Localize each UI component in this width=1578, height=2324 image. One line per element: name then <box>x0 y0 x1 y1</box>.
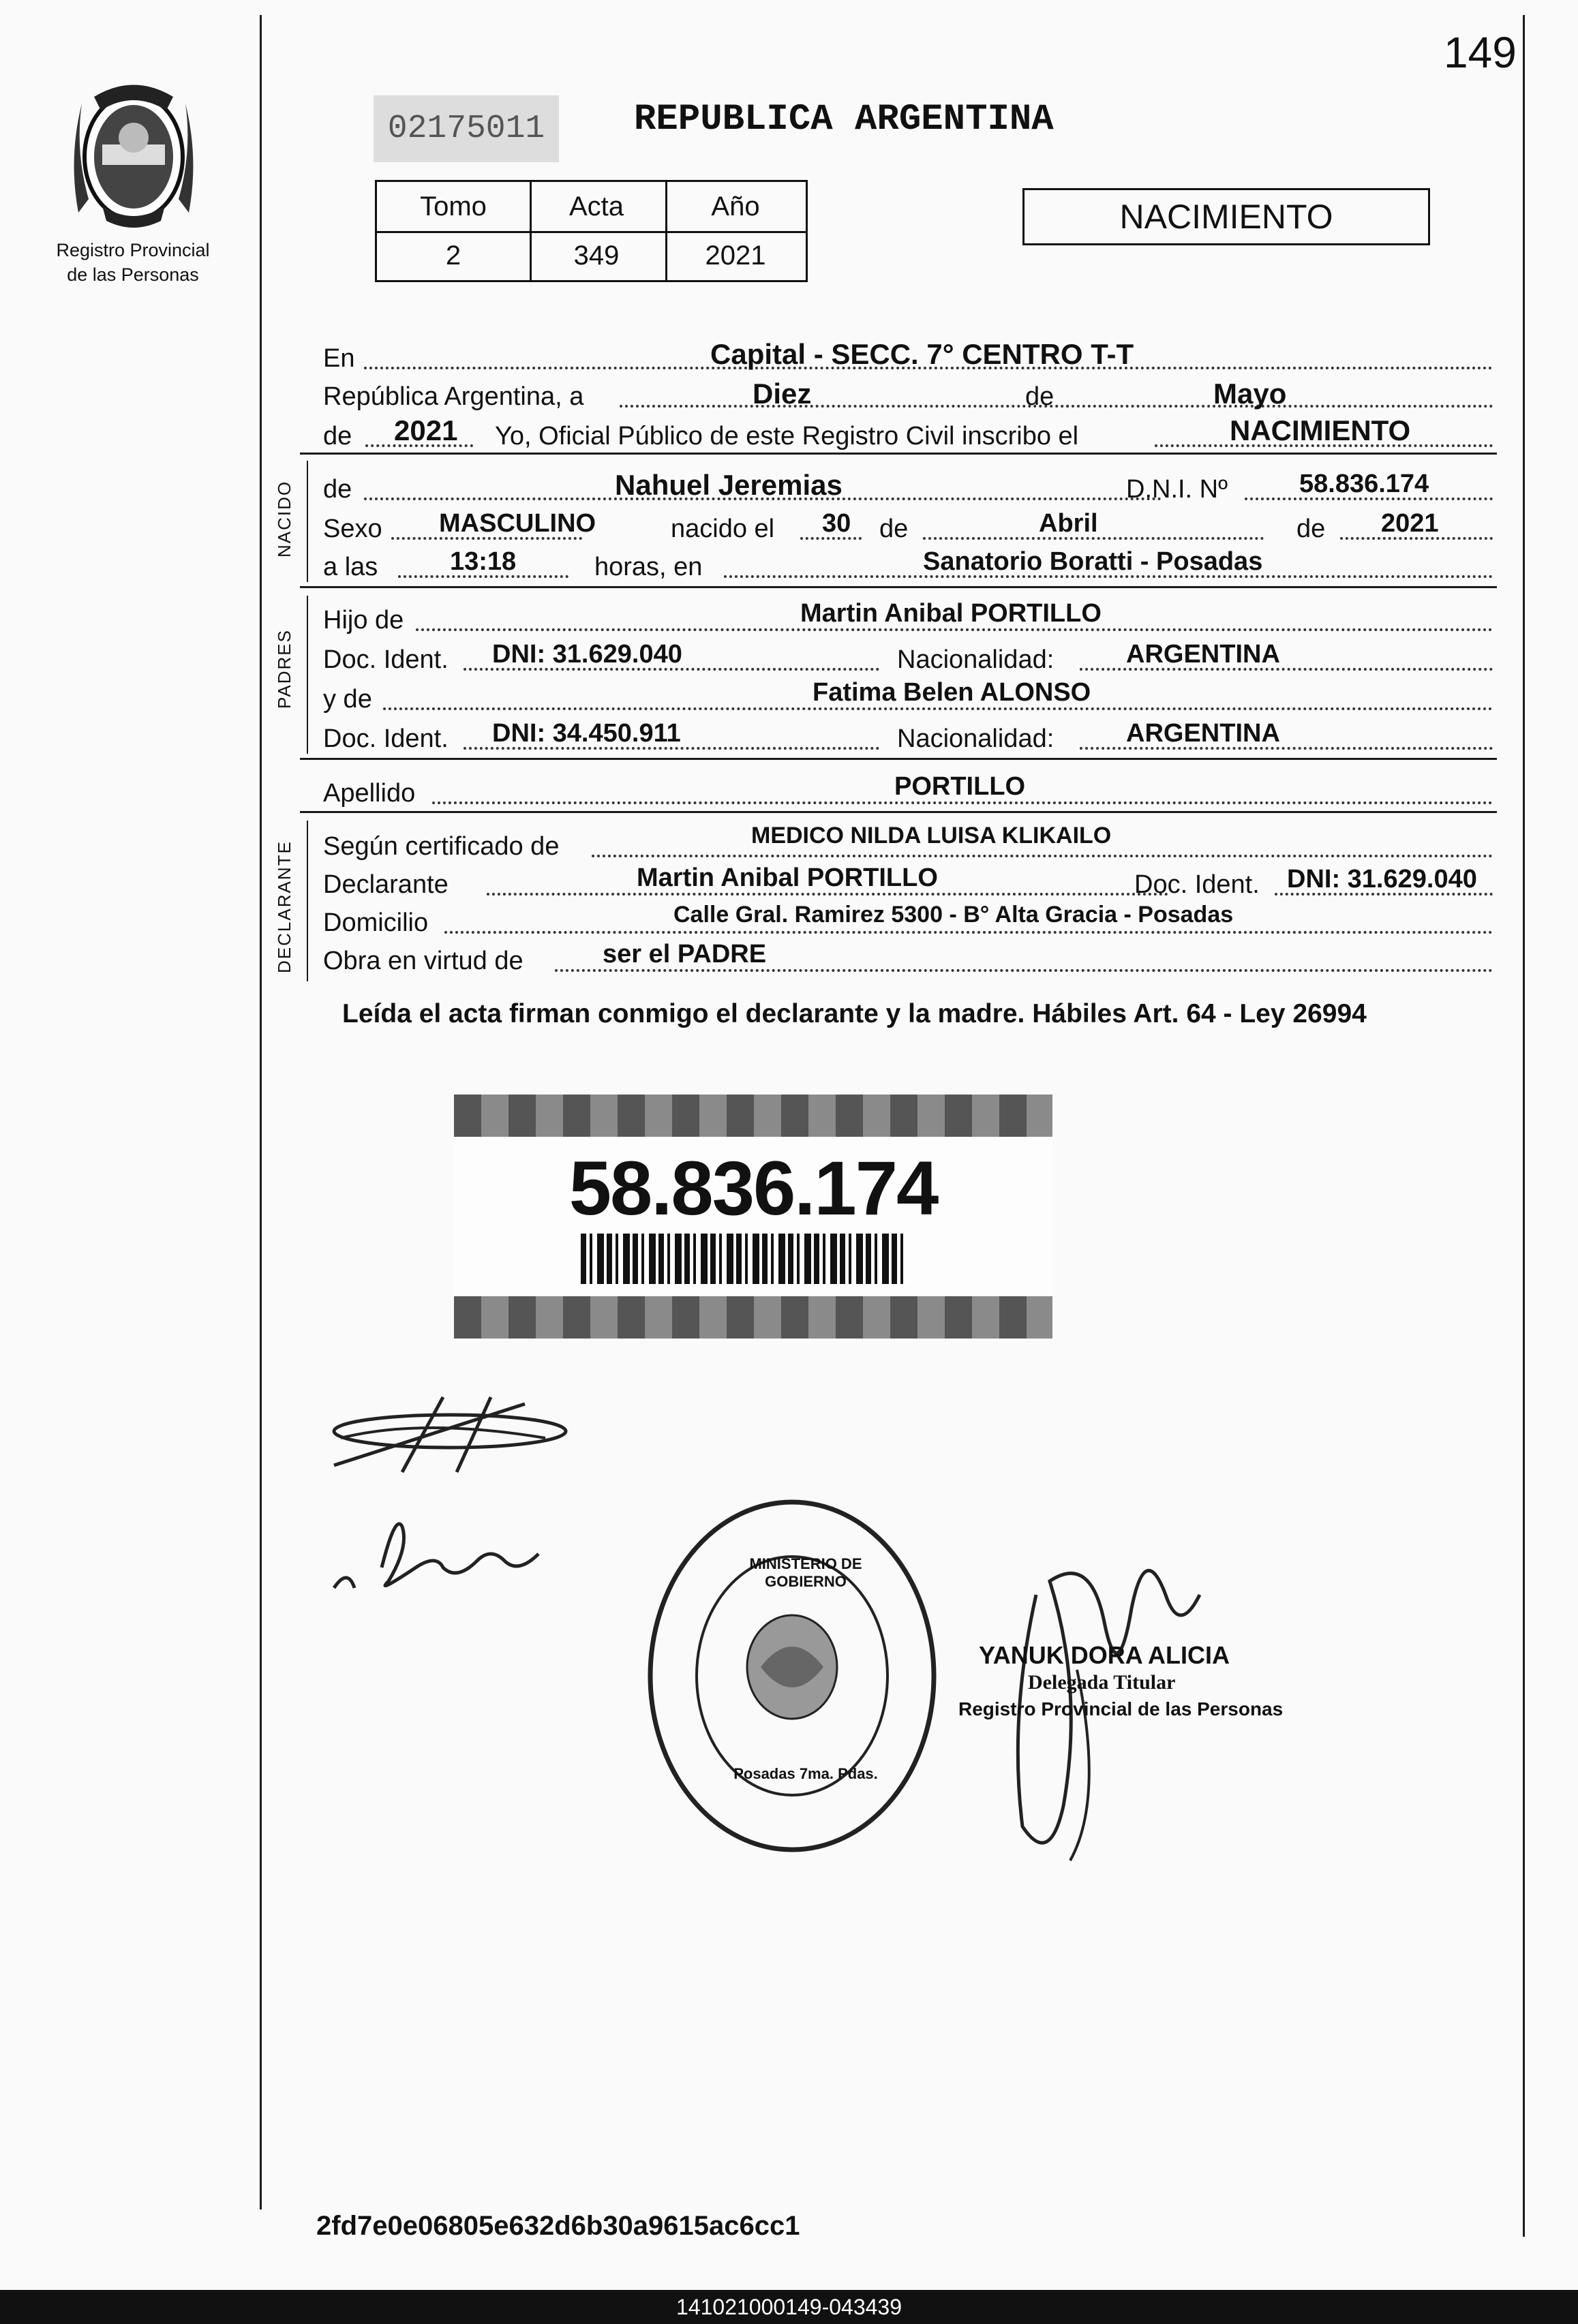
official-office: Registro Provincial de las Personas <box>958 1698 1284 1719</box>
row-obra <box>323 942 1493 980</box>
hijo-label: Hijo de <box>323 606 404 634</box>
declarant-signature <box>320 1390 579 1499</box>
date-de-label: de <box>1025 382 1054 411</box>
mother-doc-label: Doc. Ident. <box>323 724 449 753</box>
barcode-bars <box>581 1234 908 1284</box>
segun-value: MEDICO NILDA LUISA KLIKAILO <box>751 823 1112 848</box>
declarante-doc-label: Doc. Ident. <box>1134 870 1260 899</box>
barcode-top-band <box>454 1095 1052 1137</box>
left-margin-line <box>260 15 262 2210</box>
birth-day-value: 30 <box>822 509 851 538</box>
nacido-bracket <box>307 461 308 582</box>
sexo-label: Sexo <box>323 515 382 543</box>
day-value: Diez <box>753 378 812 410</box>
barcode-bottom-band <box>454 1296 1052 1339</box>
nacido-label: nacido el <box>671 515 775 543</box>
footer-code: 141021000149-043439 <box>676 2295 902 2319</box>
province-seal-logo <box>61 76 206 233</box>
father-doc-label: Doc. Ident. <box>323 645 449 674</box>
mother-signature <box>327 1486 559 1608</box>
en-value: Capital - SECC. 7° CENTRO T-T <box>710 338 1134 370</box>
hour-value: 13:18 <box>450 547 517 576</box>
name-de-label: de <box>323 475 352 504</box>
row-time-place <box>323 548 1493 586</box>
official-name: YANUK DORA ALICIA <box>979 1641 1230 1669</box>
birth-month-value: Abril <box>1039 509 1098 538</box>
declarante-doc-value: DNI: 31.629.040 <box>1287 865 1477 893</box>
declarante-label: Declarante <box>323 870 449 899</box>
registro-text: Yo, Oficial Público de este Registro Civil inscribo el <box>495 422 1079 450</box>
mother-doc-value: DNI: 34.450.911 <box>492 719 681 748</box>
inscribe-value: NACIMIENTO <box>1230 414 1411 446</box>
horas-label: horas, en <box>594 553 703 581</box>
father-doc-value: DNI: 31.629.040 <box>492 640 682 669</box>
official-stamp <box>645 1497 939 1855</box>
obra-value: ser el PADRE <box>603 940 767 968</box>
domicilio-value: Calle Gral. Ramirez 5300 - B° Alta Gracia - Posadas <box>673 902 1234 928</box>
row-apellido <box>323 774 1493 812</box>
row-year <box>323 414 1493 455</box>
sexo-value: MASCULINO <box>439 509 596 538</box>
row-father <box>323 601 1493 639</box>
divider-3 <box>300 758 1497 760</box>
stamp-bottom-text: Posadas 7ma. Pdas. <box>733 1765 878 1782</box>
section-label-declarante: DECLARANTE <box>274 840 294 973</box>
logo-caption-1: Registro Provincial <box>56 240 210 260</box>
official-title: Delegada Titular <box>1028 1671 1176 1694</box>
divider-2 <box>300 586 1497 588</box>
table-value-acta: 349 <box>528 231 667 282</box>
row-name <box>323 470 1493 508</box>
closing-text: Leída el acta firman conmigo el declarante y la madre. Hábiles Art. 64 - Ley 26994 <box>342 999 1367 1028</box>
section-label-padres: PADRES <box>274 629 294 709</box>
section-label-nacido: NACIDO <box>274 480 294 557</box>
serial-number: 02175011 <box>374 95 559 162</box>
official-signature <box>968 1513 1213 1881</box>
child-dni-value: 58.836.174 <box>1299 470 1429 498</box>
divider-4 <box>300 811 1497 813</box>
year-de-label: de <box>323 422 352 450</box>
right-margin-line <box>1523 15 1525 2237</box>
year-value: 2021 <box>394 414 458 446</box>
row-mother-doc <box>323 720 1493 758</box>
row-en <box>323 339 1493 378</box>
barcode-number: 58.836.174 <box>568 1146 938 1231</box>
en-label: En <box>323 344 355 373</box>
stamp-inner-text: MINISTERIO DE GOBIERNO <box>749 1555 862 1590</box>
table-header-ano: Año <box>665 180 808 233</box>
father-nac-value: ARGENTINA <box>1126 640 1280 669</box>
birth-de-label-1: de <box>879 515 909 543</box>
row-date <box>323 378 1493 416</box>
place-value: Sanatorio Boratti - Posadas <box>923 547 1263 576</box>
child-name-value: Nahuel Jeremias <box>615 469 843 501</box>
segun-label: Según certificado de <box>323 832 560 861</box>
republica-label: República Argentina, a <box>323 382 584 411</box>
declarante-bracket <box>307 821 308 981</box>
row-domicilio <box>323 904 1493 942</box>
footer-bar <box>0 2290 1578 2324</box>
country-title: REPUBLICA ARGENTINA <box>634 99 1054 140</box>
mother-nac-label: Nacionalidad: <box>897 724 1054 753</box>
logo-caption-2: de las Personas <box>67 264 199 285</box>
father-nac-label: Nacionalidad: <box>897 645 1054 674</box>
table-header-tomo: Tomo <box>375 180 532 233</box>
birth-de-label-2: de <box>1296 515 1326 543</box>
divider-1 <box>300 453 1497 455</box>
alas-label: a las <box>323 553 378 581</box>
table-value-tomo: 2 <box>375 231 532 282</box>
barcode-block <box>454 1095 1052 1339</box>
birth-year-value: 2021 <box>1381 509 1439 538</box>
obra-label: Obra en virtud de <box>323 947 524 975</box>
domicilio-label: Domicilio <box>323 908 429 937</box>
document-hash: 2fd7e0e06805e632d6b30a9615ac6cc1 <box>316 2211 800 2241</box>
mother-name-value: Fatima Belen ALONSO <box>813 678 1091 707</box>
dni-label: D.N.I. Nº <box>1126 475 1228 504</box>
declarante-value: Martin Anibal PORTILLO <box>637 863 938 892</box>
page-number: 149 <box>1444 28 1517 77</box>
apellido-label: Apellido <box>323 779 416 808</box>
record-type-box: NACIMIENTO <box>1022 188 1430 245</box>
row-mother <box>323 680 1493 718</box>
father-name-value: Martin Anibal PORTILLO <box>800 599 1102 628</box>
table-header-acta: Acta <box>528 180 667 233</box>
apellido-value: PORTILLO <box>894 772 1026 801</box>
month-value: Mayo <box>1213 378 1287 410</box>
table-value-ano: 2021 <box>665 231 808 282</box>
yde-label: y de <box>323 685 372 714</box>
padres-bracket <box>307 596 308 754</box>
mother-nac-value: ARGENTINA <box>1126 719 1280 748</box>
